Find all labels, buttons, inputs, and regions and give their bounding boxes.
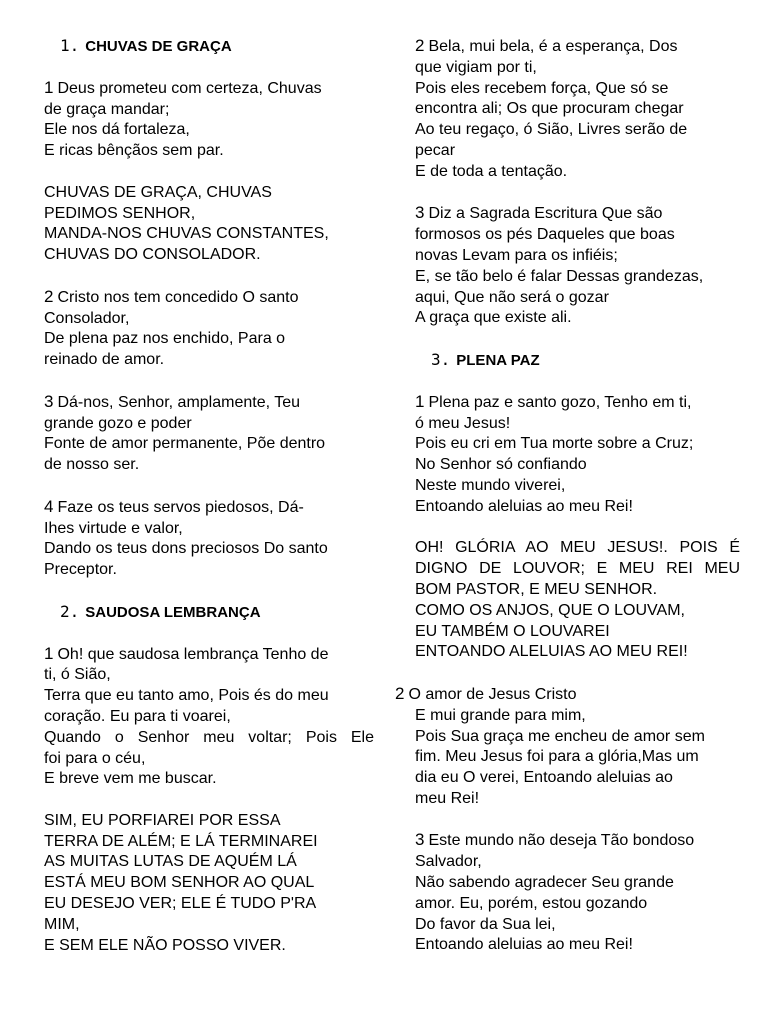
- verse-line: No Senhor só confiando: [415, 456, 587, 474]
- hymn-title: SAUDOSA LEMBRANÇA: [85, 603, 261, 621]
- verse-line: E ricas bênçãos sem par.: [44, 142, 224, 160]
- chorus-line: MIM,: [44, 915, 80, 933]
- verse-line: Fonte de amor permanente, Põe dentro: [44, 435, 326, 453]
- chorus-line: CHUVAS DO CONSOLADOR.: [44, 246, 261, 264]
- verse-line: Faze os teus servos piedosos, Dá-: [57, 498, 304, 516]
- verse-line: E, se tão belo é falar Dessas grandezas,: [415, 267, 704, 285]
- verse-line: Entoando aleluias ao meu Rei!: [415, 497, 633, 515]
- hymn-2-verse-3: [415, 203, 740, 329]
- verse-line: Quando o Senhor meu voltar; Pois Ele: [44, 728, 374, 746]
- chorus-line: DIGNO DE LOUVOR; E MEU REI MEU: [415, 560, 740, 578]
- verse-line: Deus prometeu com certeza, Chuvas: [57, 79, 322, 97]
- hymn-3-verse-2: [395, 683, 740, 810]
- verse-line: Preceptor.: [44, 561, 117, 579]
- verse-line: foi para o céu,: [44, 749, 146, 767]
- hymn-2-chorus: [44, 811, 374, 957]
- verse-line: Ihes virtude e valor,: [44, 519, 183, 537]
- verse-line: Neste mundo viverei,: [415, 476, 566, 494]
- verse-line: E breve vem me buscar.: [44, 770, 217, 788]
- verse-line: Entoando aleluias ao meu Rei!: [415, 936, 633, 954]
- verse-line: formosos os pés Daqueles que boas: [415, 226, 675, 244]
- verse-line: E de toda a tentação.: [415, 162, 568, 180]
- chorus-line: TERRA DE ALÉM; E LÁ TERMINAREI: [44, 832, 318, 850]
- hymn-2-heading: [60, 602, 374, 624]
- verse-line: E mui grande para mim,: [415, 706, 586, 724]
- verse-line: De plena paz nos enchido, Para o: [44, 330, 286, 348]
- hymn-3-verse-1: [415, 392, 740, 518]
- verse-line: O amor de Jesus Cristo: [408, 685, 577, 703]
- hymn-3-chorus: [415, 538, 740, 663]
- verse-line: que vigiam por ti,: [415, 58, 537, 76]
- verse-line: Diz a Sagrada Escritura Que são: [428, 205, 663, 223]
- verse-line: Pois eles recebem força, Que só se: [415, 79, 669, 97]
- chorus-line: CHUVAS DE GRAÇA, CHUVAS: [44, 183, 272, 201]
- chorus-line: PEDIMOS SENHOR,: [44, 204, 196, 222]
- chorus-line: MANDA-NOS CHUVAS CONSTANTES,: [44, 225, 329, 243]
- hymn-number: 1.: [60, 36, 80, 55]
- verse-number: 3: [415, 830, 425, 850]
- verse-line: Pois Sua graça me encheu de amor sem: [415, 727, 705, 745]
- chorus-line: EU TAMBÉM O LOUVAREI: [415, 622, 610, 640]
- verse-line: Ao teu regaço, ó Sião, Livres serão de: [415, 121, 688, 139]
- verse-line: aqui, Que não será o gozar: [415, 288, 609, 306]
- verse-line: Não sabendo agradecer Seu grande: [415, 874, 674, 892]
- chorus-line: BOM PASTOR, E MEU SENHOR.: [415, 580, 658, 598]
- verse-line: dia eu O verei, Entoando aleluias ao: [415, 769, 673, 787]
- verse-number: 3: [415, 203, 425, 223]
- verse-line: de graça mandar;: [44, 100, 170, 118]
- verse-line: Pois eu cri em Tua morte sobre a Cruz;: [415, 435, 694, 453]
- chorus-line: EU DESEJO VER; ELE É TUDO P'RA: [44, 895, 317, 913]
- left-column: [44, 36, 374, 977]
- chorus-line: SIM, EU PORFIAREI POR ESSA: [44, 811, 281, 829]
- verse-line: fim. Meu Jesus foi para a glória,Mas um: [415, 748, 699, 766]
- hymn-1-verse-4: [44, 497, 374, 581]
- hymn-title: CHUVAS DE GRAÇA: [85, 38, 232, 55]
- verse-number: 3: [44, 391, 54, 411]
- chorus-line: AS MUITAS LUTAS DE AQUÉM LÁ: [44, 853, 297, 871]
- verse-number: 2: [44, 286, 54, 306]
- hymn-title: PLENA PAZ: [456, 351, 540, 369]
- verse-number: 1: [44, 77, 54, 97]
- right-column: [395, 36, 740, 977]
- hymn-1-verse-1: [44, 78, 374, 162]
- verse-line: A graça que existe ali.: [415, 309, 572, 327]
- chorus-line: OH! GLÓRIA AO MEU JESUS!. POIS É: [415, 539, 740, 557]
- verse-number: 2: [395, 683, 405, 703]
- chorus-line: ENTOANDO ALELUIAS AO MEU REI!: [415, 643, 688, 661]
- hymn-2-verse-1: [44, 644, 374, 791]
- verse-line: encontra ali; Os que procuram chegar: [415, 100, 684, 118]
- hymn-3-verse-3: [415, 830, 740, 956]
- hymn-2-verse-2: [415, 36, 740, 183]
- verse-number: 1: [44, 643, 54, 663]
- chorus-line: ESTÁ MEU BOM SENHOR AO QUAL: [44, 874, 315, 892]
- verse-line: Dá-nos, Senhor, amplamente, Teu: [57, 393, 300, 411]
- verse-line: Ele nos dá fortaleza,: [44, 121, 190, 139]
- hymn-1-heading: [60, 36, 374, 58]
- verse-line: Consolador,: [44, 309, 130, 327]
- verse-line: amor. Eu, porém, estou gozando: [415, 894, 648, 912]
- verse-line: novas Levam para os infiéis;: [415, 246, 618, 264]
- chorus-line: COMO OS ANJOS, QUE O LOUVAM,: [415, 601, 685, 619]
- verse-number: 1: [415, 391, 425, 411]
- verse-line: coração. Eu para ti voarei,: [44, 707, 231, 725]
- verse-line: Salvador,: [415, 853, 482, 871]
- verse-line: Bela, mui bela, é a esperança, Dos: [428, 38, 678, 55]
- hymn-1-verse-3: [44, 392, 374, 476]
- verse-number: 4: [44, 496, 54, 516]
- hymn-3-heading: [431, 350, 740, 372]
- hymn-1-chorus: [44, 183, 374, 266]
- verse-line: meu Rei!: [415, 789, 480, 807]
- verse-line: reinado de amor.: [44, 351, 165, 369]
- verse-number: 2: [415, 36, 425, 55]
- hymn-number: 3.: [431, 349, 451, 369]
- verse-line: ó meu Jesus!: [415, 414, 511, 432]
- verse-line: pecar: [415, 141, 456, 159]
- verse-line: Plena paz e santo gozo, Tenho em ti,: [428, 393, 692, 411]
- verse-line: grande gozo e poder: [44, 414, 192, 432]
- verse-line: Do favor da Sua lei,: [415, 915, 556, 933]
- verse-line: Terra que eu tanto amo, Pois és do meu: [44, 687, 329, 705]
- verse-line: Este mundo não deseja Tão bondoso: [428, 832, 695, 850]
- chorus-line: E SEM ELE NÃO POSSO VIVER.: [44, 936, 286, 954]
- verse-line: de nosso ser.: [44, 456, 140, 474]
- verse-line: ti, ó Sião,: [44, 666, 111, 684]
- verse-line: Dando os teus dons preciosos Do santo: [44, 540, 328, 558]
- verse-line: Cristo nos tem concedido O santo: [57, 288, 299, 306]
- verse-line: Oh! que saudosa lembrança Tenho de: [57, 645, 329, 663]
- hymn-number: 2.: [60, 601, 80, 621]
- hymn-1-verse-2: [44, 287, 374, 371]
